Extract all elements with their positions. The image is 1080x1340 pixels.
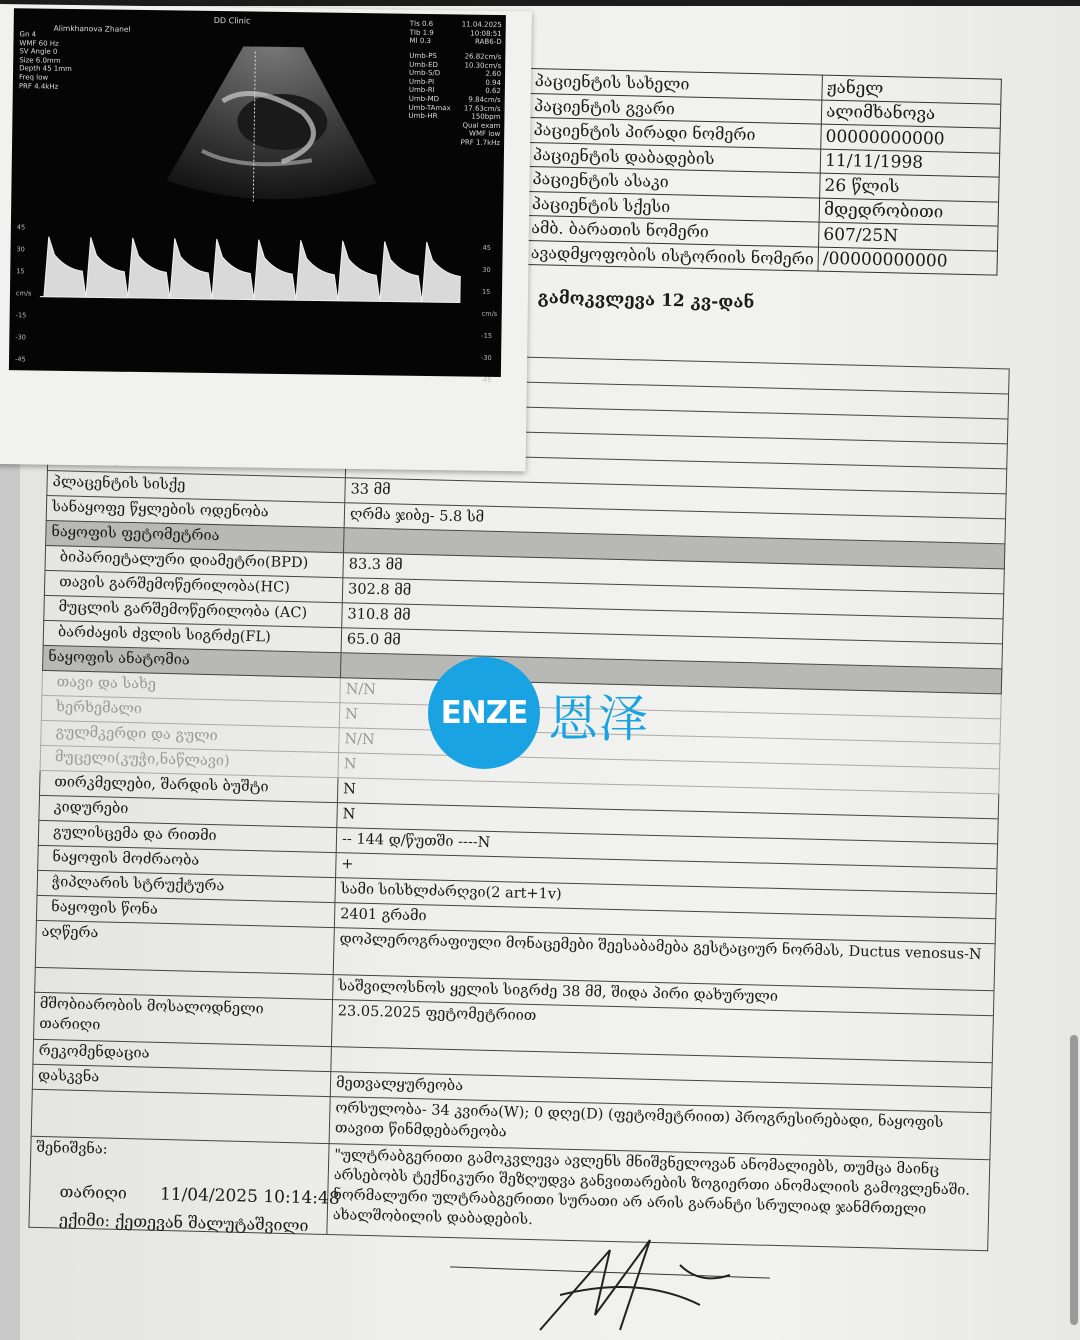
patient-info-label: პაციენტის სქესი (527, 191, 820, 222)
findings-value: მეთვალყურეობა (330, 1072, 991, 1113)
date-value: 11/04/2025 10:14:48 (159, 1184, 340, 1209)
us-time: 10:08:51 (470, 29, 502, 38)
findings-value: ღრმა ჯიბე- 5.8 სმ (344, 503, 1005, 544)
us-measurement-value: 150bpm (471, 112, 501, 122)
findings-label: ნაყოფის მოძრაობა (38, 845, 337, 877)
patient-info-label: პაციენტის სახელი (530, 69, 823, 100)
findings-value: "ულტრაბგერითი გამოკვლევა ავლენს მნიშვნელოვან ანომალიებს, თუმცა მაინც არსებობს ტექნიკური შეზღუდვა განვითარების ზოგიერთი ანომალიის გამოვლენაში. ნორმალური ულტრაბგერითი სურათი არ არის გარანტი სრულიად ჯანმრთელი ახალშობილის დაბადების. (327, 1144, 990, 1251)
patient-info-value: 11/11/1998 (820, 149, 999, 178)
us-param: Gn 4 (19, 30, 37, 39)
patient-info-value: ალიმხანოვა (821, 100, 1000, 129)
us-clinic: DD Clinic (213, 15, 251, 26)
patient-info-value: 607/25N (819, 222, 998, 251)
us-probe: RAB6-D (475, 37, 502, 47)
findings-value: სამი სისხლძარღვი(2 art+1v) (335, 878, 996, 919)
us-measurement-value: 17.63cm/s (463, 104, 501, 113)
watermark (428, 657, 648, 769)
axis-left-ticks (15, 216, 33, 370)
us-indices (409, 20, 434, 46)
findings-value: 83.3 მმ (343, 553, 1004, 594)
findings-label: ჭიპლარის სტრუქტურა (37, 870, 336, 902)
findings-value: 65.0 მმ (341, 628, 1002, 669)
findings-label: ხერხემალი (41, 695, 340, 727)
findings-value: დოპლეროგრაფიული მონაცემები შეესაბამება გესტაციურ ნორმას, Ductus venosus-N (333, 928, 995, 991)
findings-value: N/N (339, 728, 1000, 769)
findings-value: + (336, 853, 997, 894)
us-param: Size 6.0mm (19, 56, 61, 65)
us-param: Depth 45 1mm (19, 64, 72, 74)
findings-value: ორსულობა- 34 კვირა(W); 0 დღე(D) (ფეტომეტრიით) პროგრესირებადი, ნაყოფის თავით წინმდებარეობა (329, 1097, 991, 1160)
us-patient: Alimkhanova Zhanel (53, 23, 131, 34)
us-mode-line: PRF 1.7kHz (460, 138, 501, 147)
findings-label: ბიპარიეტალური დიამეტრი(BPD) (45, 545, 344, 577)
watermark-chinese: 恩泽 (548, 690, 648, 748)
ultrasound-screen (9, 8, 506, 384)
date-label: თარიღი (59, 1181, 128, 1203)
axis-tick: -15 (481, 331, 493, 340)
axis-tick: -45 (480, 375, 492, 384)
findings-label: ნაყოფის წონა (36, 895, 335, 927)
us-param: Freq low (18, 73, 49, 82)
findings-value: N/N (340, 678, 1001, 719)
us-measurement-value: 10.30cm/s (464, 61, 502, 70)
top-bar (0, 0, 1080, 6)
us-mode-line: WMF low (469, 129, 501, 139)
axis-tick: 15 (481, 287, 491, 296)
findings-value: 33 მმ (345, 478, 1006, 519)
findings-label: გულისცემა და რითმი (38, 820, 337, 852)
patient-info-value: 26 წლის (820, 173, 999, 202)
findings-label: ბარძაყის ძვლის სიგრძე(FL) (43, 620, 342, 652)
scrollbar[interactable] (1070, 1035, 1078, 1325)
patient-info-label: პაციენტის პირადი ნომერი (529, 117, 822, 148)
us-measurement-value: 0.94 (485, 78, 502, 87)
findings-value: 310.8 მმ (342, 603, 1003, 644)
us-tis: TIs 0.6 (409, 19, 434, 29)
signature-icon (500, 1235, 760, 1335)
us-measurement-key: Umb-RI (408, 86, 435, 95)
findings-label: გულმკერდი და გული (41, 720, 340, 752)
us-mi: MI 0.3 (409, 36, 432, 46)
us-measurement-key: Umb-ED (409, 60, 438, 69)
us-measurement-key: Umb-S/D (409, 68, 441, 78)
axis-right-ticks (481, 237, 499, 391)
signoff-block (59, 1178, 340, 1240)
findings-value: N (337, 778, 998, 819)
us-measurements (408, 52, 501, 148)
us-tib: TIb 1.9 (409, 28, 434, 37)
findings-label: თავი და სახე (42, 670, 341, 702)
findings-label: კიდურები (39, 795, 338, 827)
findings-label: შენიშვნა: (29, 1136, 329, 1234)
patient-info-value: /00000000000 (818, 247, 997, 276)
patient-info-label: ავადმყოფობის ისტორიის ნომერი (526, 240, 819, 271)
findings-label: რეკომენდაცია (33, 1039, 332, 1071)
us-measurement-value: 0.62 (485, 87, 501, 96)
us-param: PRF 4.4kHz (18, 81, 59, 91)
us-mode-line: Qual exam (462, 121, 501, 130)
patient-info-label: პაციენტის დაბადების (528, 142, 821, 173)
findings-value: საშვილოსნოს ყელის სიგრძე 38 მმ, შიდა პირი დახურული (333, 975, 994, 1016)
axis-tick: -45 (14, 355, 26, 364)
axis-tick: 30 (16, 245, 25, 254)
axis-tick: -30 (15, 333, 27, 342)
axis-tick: -30 (481, 353, 492, 362)
axis-tick: 15 (16, 267, 25, 276)
us-date: 11.04.2025 (461, 20, 502, 30)
findings-label: მუცლის გარშემოწერილობა (AC) (44, 595, 343, 627)
us-measurement-key: Umb-PI (408, 77, 435, 86)
us-measurement-key: Umb-MD (408, 94, 440, 104)
findings-label: დასკვნა (32, 1064, 331, 1096)
us-param: WMF 60 Hz (19, 38, 59, 48)
findings-table (28, 345, 1009, 1251)
us-measurement-value: 9.84cm/s (468, 95, 501, 104)
findings-value: -- 144 დ/წუთში ----N (336, 828, 997, 869)
findings-value: 23.05.2025 ფეტომეტრიით (331, 1000, 993, 1063)
findings-label: სანაყოფე წყლების ოდენობა (46, 495, 345, 527)
us-measurement-key: Umb-PS (409, 51, 437, 61)
axis-tick: cm/s (15, 289, 32, 298)
ultrasound-image (161, 40, 383, 213)
patient-info-label: პაციენტის გვარი (529, 93, 822, 124)
findings-label: ნაყოფის ფეტომეტრია (46, 520, 345, 552)
findings-value: 2401 გრამი (334, 903, 995, 944)
doppler-waveform (39, 219, 461, 355)
findings-label: პლაცენტის სისქე (47, 470, 346, 502)
findings-table-wrap (28, 345, 1009, 1251)
axis-tick: cm/s (481, 309, 498, 318)
findings-label (31, 1089, 330, 1143)
patient-info-table (526, 68, 1002, 276)
patient-info-value: 00000000000 (821, 124, 1000, 153)
axis-tick: 45 (16, 223, 26, 232)
findings-value: 302.8 მმ (342, 578, 1003, 619)
watermark-logo-icon: ENZE (428, 657, 540, 769)
section-heading: გამოკვლევა 12 კვ-დან (537, 288, 755, 313)
findings-label: მშობიარობის მოსალოდნელი თარიღი (34, 992, 333, 1046)
axis-tick: 45 (482, 243, 491, 252)
findings-label: მუცელი(კუჭი,ნაწლავი) (40, 745, 339, 777)
us-measurement-value: 2.60 (485, 69, 502, 79)
us-params (19, 30, 73, 91)
axis-tick: -15 (15, 311, 27, 320)
patient-info-value: მდედრობითი (819, 198, 998, 227)
findings-label: ნაყოფის ანატომია (43, 645, 342, 677)
us-measurement-key: Umb-TAmax (408, 103, 451, 112)
patient-info-label: ამბ. ბარათის ნომერი (527, 215, 820, 246)
doctor-line: ექიმი: ქეთევან შალუტაშვილი (58, 1209, 309, 1236)
us-measurement-value: 26.82cm/s (464, 52, 502, 62)
findings-value: N (337, 803, 998, 844)
findings-label: თავის გარშემოწერილობა(HC) (44, 570, 343, 602)
us-datetime (461, 20, 501, 46)
findings-value: N (339, 703, 1000, 744)
us-param: SV Angle 0 (19, 47, 58, 56)
ultrasound-print (0, 4, 532, 471)
patient-info-label: პაციენტის ასაკი (528, 166, 821, 197)
patient-info-value: ჟანელ (822, 75, 1001, 104)
axis-tick: 30 (482, 265, 491, 274)
us-measurement-key: Umb-HR (408, 111, 438, 121)
findings-label: თირკმელები, შარდის ბუშტი (39, 770, 338, 802)
findings-label: აღწერა (35, 920, 334, 974)
findings-value: N (338, 753, 999, 794)
